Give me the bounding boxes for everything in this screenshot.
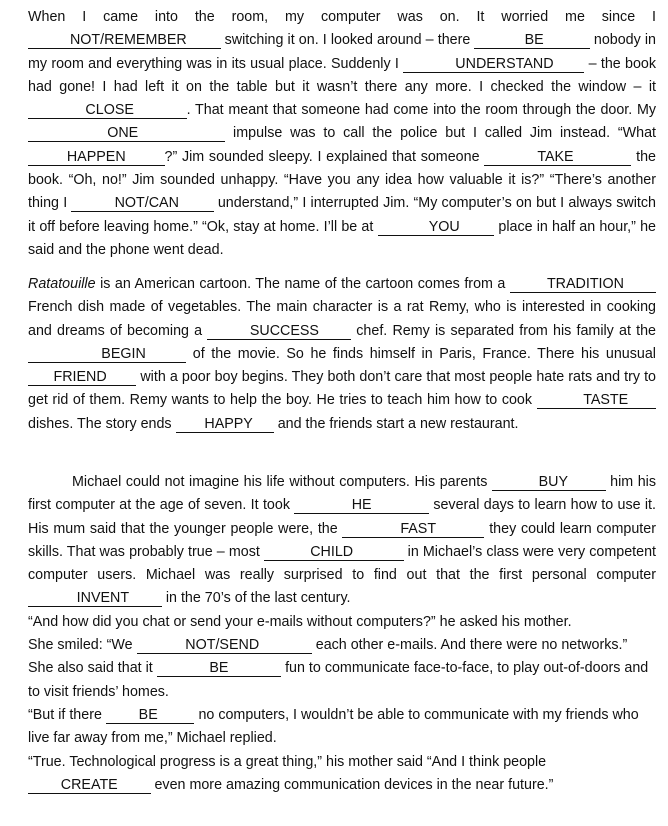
gap-take[interactable]: TAKE [484,149,631,166]
gap-be-2[interactable]: BE [157,660,281,677]
gap-be-3[interactable]: BE [106,707,195,724]
gap-success[interactable]: SUCCESS [207,323,351,340]
gap-close[interactable]: CLOSE [28,102,187,119]
story-3-paragraph-2: “And how did you chat or send your e-mails without computers?” he asked his mother. [28,613,572,630]
gap-tradition[interactable]: TRADITION [510,276,656,293]
gap-buy[interactable]: BUY [492,474,606,491]
gap-be-1[interactable]: BE [474,32,589,49]
story-1-text: When I came into the room, my computer was on. It worried me since I [28,9,656,25]
story-3-paragraph-6: “True. Technological progress is a great thing,” his mother said “And I think people CREATE even more amazing communication devices in the near future.” [28,753,554,793]
gap-not-can[interactable]: NOT/CAN [71,195,213,212]
gap-friend[interactable]: FRIEND [28,369,136,386]
gap-not-send[interactable]: NOT/SEND [137,637,312,654]
gap-child[interactable]: CHILD [264,544,404,561]
gap-fast[interactable]: FAST [342,521,484,538]
gap-taste[interactable]: TASTE [537,392,656,409]
story-1-paragraph: When I came into the room, my computer was on. It worried me since I NOT/REMEMBER switching it on. I looked around – there BE nobody in my room and everything was in its usual place. Suddenly I UNDERSTAND – the book had gone! I had left it on the table but it wasn’t there any more. I checked the window – it CLOSE . That meant that someone had come into the room through the door. My ONE impulse was to call the police but I called Jim instead. “What HAPPEN ?” Jim sounded sleepy. I explained that someone TAKE the book. “Oh, no!” Jim sounded unhappy. “Have you any idea how valuable it is?” “There’s another thing I NOT/CAN understand,” I interrupted Jim. “My computer’s on but I always switch it off before leaving home.” “Ok, stay at home. I’ll be at YOU place in half an hour,” he said and the phone went dead. [28,9,657,258]
gap-create[interactable]: CREATE [28,777,151,794]
story-3-paragraph-5: “But if there BE no computers, I wouldn’t be able to communicate with my friends who live far away from me,” Michael replied. [28,706,639,747]
gap-begin[interactable]: BEGIN [28,346,186,363]
story-3-paragraph-3: She smiled: “We NOT/SEND each other e-mails. And there were no networks.” [28,637,628,654]
story-3-paragraph-1: Michael could not imagine his life without computers. His parents BUY him his first computer at the age of seven. It took HE several days to learn how to use it. His mum said that the younger people were, the FAST they could learn computer skills. That was probably true – most CHILD in Michael’s class were very competent computer users. Michael was really surprised to find out that the first personal computer INVENT in the 70’s of the last century. [28,474,657,607]
gap-one[interactable]: ONE [28,125,225,142]
gap-happy[interactable]: HAPPY [176,416,274,433]
cartoon-title: Ratatouille [28,276,96,292]
story-3-paragraph-4: She also said that it BE fun to communicate face-to-face, to play out-of-doors and to visit friends’ homes. [28,660,649,700]
gap-invent[interactable]: INVENT [28,590,162,607]
story-2-paragraph: Ratatouille is an American cartoon. The name of the cartoon comes from a TRADITION French dish made of vegetables. The main character is a rat Remy, who is interested in cooking and dreams of becoming a SUCCESS chef. Remy is separated from his family at the BEGIN of the movie. So he finds himself in Paris, France. There his unusual FRIEND with a poor boy begins. They both don’t care that most people hate rats and try to get rid of them. Remy wants to help the boy. He tries to teach him how to cook TASTE dishes. The story ends HAPPY and the friends start a new restaurant. [28,276,656,432]
gap-happen[interactable]: HAPPEN [28,149,165,166]
gap-understand[interactable]: UNDERSTAND [403,56,584,73]
story-3-block [28,471,656,797]
gap-he[interactable]: HE [294,497,429,514]
gap-you[interactable]: YOU [378,219,495,236]
gap-not-remember[interactable]: NOT/REMEMBER [28,32,221,49]
